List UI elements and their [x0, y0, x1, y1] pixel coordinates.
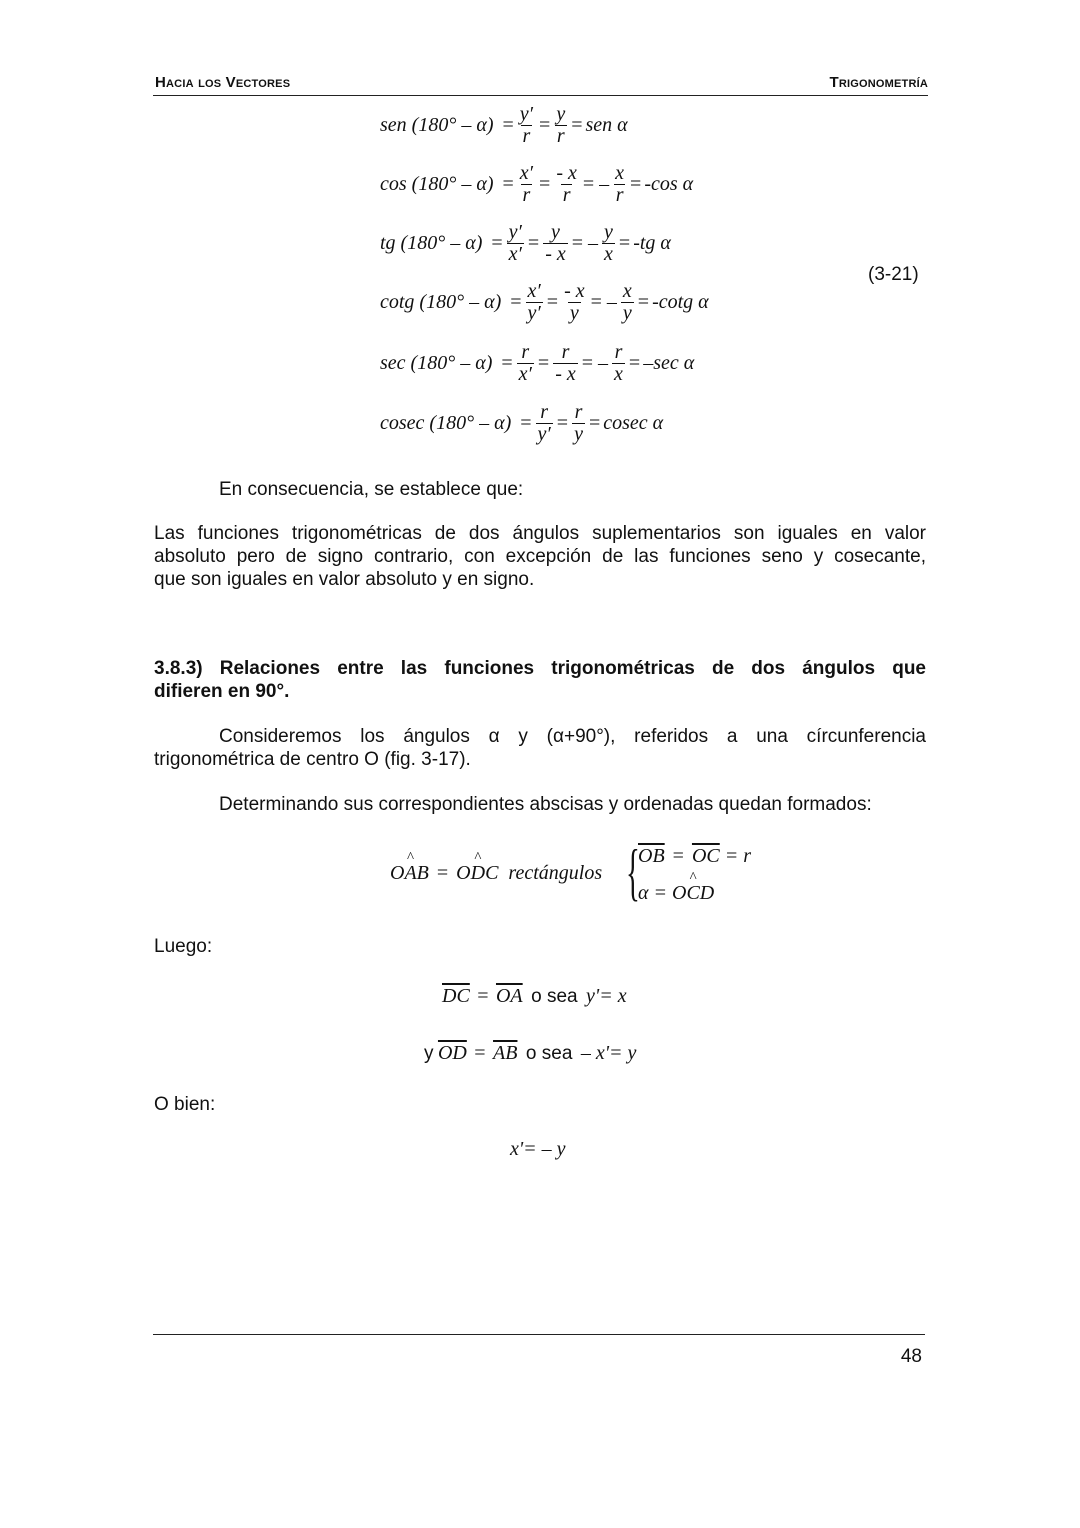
- equation-lhs: tg (180° – α): [380, 231, 483, 254]
- paragraph-obien: O bien:: [154, 1094, 216, 1115]
- denominator: r: [522, 183, 531, 206]
- denominator: y: [622, 301, 632, 324]
- fraction: [517, 342, 534, 385]
- numerator: x′: [519, 161, 534, 184]
- fraction: [602, 222, 615, 265]
- running-header-right: Trigonometría: [829, 74, 928, 91]
- paragraph-consider: [154, 725, 926, 771]
- fraction: [613, 163, 626, 206]
- condition-2: α = O^ CD: [638, 882, 714, 905]
- numerator: y: [551, 220, 560, 243]
- paragraph-line: Consideremos los ángulos α y (α+90°), referidos a una círcunferencia: [219, 726, 926, 747]
- relation-1: $\overline{DC} = \overline{OA}$ o sea y'= x: [442, 985, 627, 1007]
- equation-row: [380, 213, 671, 273]
- fraction: [621, 281, 634, 324]
- fraction: [554, 104, 567, 147]
- equation-row: [380, 393, 663, 453]
- fraction: [543, 222, 568, 265]
- fraction: [507, 222, 524, 265]
- operator: =: [618, 231, 631, 254]
- denominator: x: [614, 362, 623, 385]
- denominator: r: [615, 183, 624, 206]
- running-header-left: Hacia los Vectores: [155, 74, 291, 91]
- heading-line: 3.8.3) Relaciones entre las funciones trigonométricas de dos ángulos que: [154, 658, 926, 679]
- condition-1: $\overline{OB} = \overline{OC} = r$: [638, 845, 752, 867]
- operator: = –: [590, 290, 617, 313]
- equation-row: [380, 154, 693, 214]
- denominator: x′: [508, 242, 522, 265]
- operator: = –: [581, 351, 609, 374]
- paragraph-line: trigonométrica de centro O (fig. 3-17).: [154, 749, 471, 770]
- denominator: r: [562, 183, 571, 206]
- denominator: r: [522, 124, 531, 147]
- operator: = –: [571, 231, 599, 254]
- paragraph-consequence: En consecuencia, se establece que:: [219, 479, 524, 500]
- operator: =: [539, 172, 551, 195]
- rectangles-word: rectángulos: [508, 862, 603, 884]
- fraction: [554, 163, 579, 206]
- numerator: y′: [519, 102, 534, 125]
- denominator: y′: [527, 301, 541, 324]
- numerator: - x: [556, 161, 577, 184]
- paragraph-luego: Luego:: [154, 936, 213, 957]
- operator: =: [520, 411, 532, 434]
- equation-number: (3-21): [868, 264, 919, 285]
- paragraph-supplementary: [154, 522, 926, 591]
- denominator: - x: [545, 242, 566, 265]
- fraction: [526, 281, 543, 324]
- operator: =: [628, 351, 641, 374]
- denominator: y: [569, 301, 579, 324]
- fraction: [572, 402, 585, 445]
- left-brace: {: [626, 836, 640, 907]
- result: -cotg α: [652, 290, 709, 313]
- fraction: [536, 402, 553, 445]
- operator: =: [630, 172, 642, 195]
- paragraph-line: que son iguales en valor absoluto y en signo.: [154, 569, 535, 590]
- numerator: y′: [508, 220, 522, 243]
- operator: =: [546, 290, 559, 313]
- paragraph-line: Las funciones trigonométricas de dos ángulos suplementarios son iguales en valor: [154, 523, 926, 544]
- operator: =: [637, 290, 650, 313]
- result: cosec α: [603, 411, 664, 434]
- denominator: y′: [537, 422, 551, 445]
- equation-lhs: cotg (180° – α): [380, 290, 502, 313]
- operator: =: [491, 231, 503, 254]
- operator: = –: [582, 172, 610, 195]
- fraction: [518, 104, 535, 147]
- operator: =: [502, 172, 514, 195]
- numerator: r: [574, 400, 583, 423]
- denominator: - x: [555, 362, 576, 385]
- operator: =: [571, 113, 583, 136]
- result: -cos α: [644, 172, 694, 195]
- relation-2: y $\overline{OD} = \overline{AB}$ o sea – x'= y: [424, 1042, 637, 1064]
- denominator: x: [604, 242, 613, 265]
- equation-lhs: cos (180° – α): [380, 172, 494, 195]
- denominator: r: [556, 124, 565, 147]
- operator: =: [556, 411, 569, 434]
- denominator: y: [574, 422, 583, 445]
- paragraph-determining: Determinando sus correspondientes abscisas y ordenadas quedan formados:: [219, 794, 872, 815]
- paragraph-line: absoluto pero de signo contrario, con excepción de las funciones seno y cosecante,: [154, 546, 926, 567]
- fraction: [553, 342, 578, 385]
- operator: =: [502, 113, 514, 136]
- footer-rule: [153, 1334, 925, 1335]
- equation-row: [380, 95, 628, 155]
- numerator: y: [604, 220, 613, 243]
- equation-lhs: sen (180° – α): [380, 113, 494, 136]
- numerator: r: [540, 400, 549, 423]
- numerator: x: [615, 161, 625, 184]
- operator: =: [501, 351, 513, 374]
- operator: =: [539, 113, 551, 136]
- section-heading: [154, 657, 926, 703]
- operator: =: [537, 351, 550, 374]
- numerator: - x: [564, 279, 585, 302]
- operator: =: [510, 290, 522, 313]
- operator: =: [588, 411, 601, 434]
- hat-vertex: ^ D: [471, 862, 485, 885]
- numerator: r: [521, 340, 530, 363]
- numerator: r: [614, 340, 623, 363]
- fraction: [562, 281, 587, 324]
- result: -tg α: [633, 231, 671, 254]
- fraction: [518, 163, 535, 206]
- heading-line: difieren en 90°.: [154, 681, 290, 702]
- numerator: x′: [527, 279, 541, 302]
- final-equation: x'= – y: [510, 1138, 566, 1160]
- operator: =: [527, 231, 540, 254]
- equation-row: [380, 333, 694, 393]
- hat-vertex: ^ C: [686, 882, 699, 905]
- numerator: r: [561, 340, 570, 363]
- result: –sec α: [643, 351, 695, 374]
- equation-lhs: sec (180° – α): [380, 351, 493, 374]
- equation-lhs: cosec (180° – α): [380, 411, 512, 434]
- result: sen α: [585, 113, 628, 136]
- fraction: [612, 342, 625, 385]
- page-number: 48: [900, 1346, 922, 1367]
- hat-vertex: ^ A: [404, 862, 416, 885]
- numerator: y: [556, 102, 566, 125]
- triangle-equality: O^ AB = O^ DC rectángulos: [390, 862, 602, 885]
- equation-row: [380, 272, 709, 332]
- denominator: x′: [518, 362, 532, 385]
- numerator: x: [622, 279, 632, 302]
